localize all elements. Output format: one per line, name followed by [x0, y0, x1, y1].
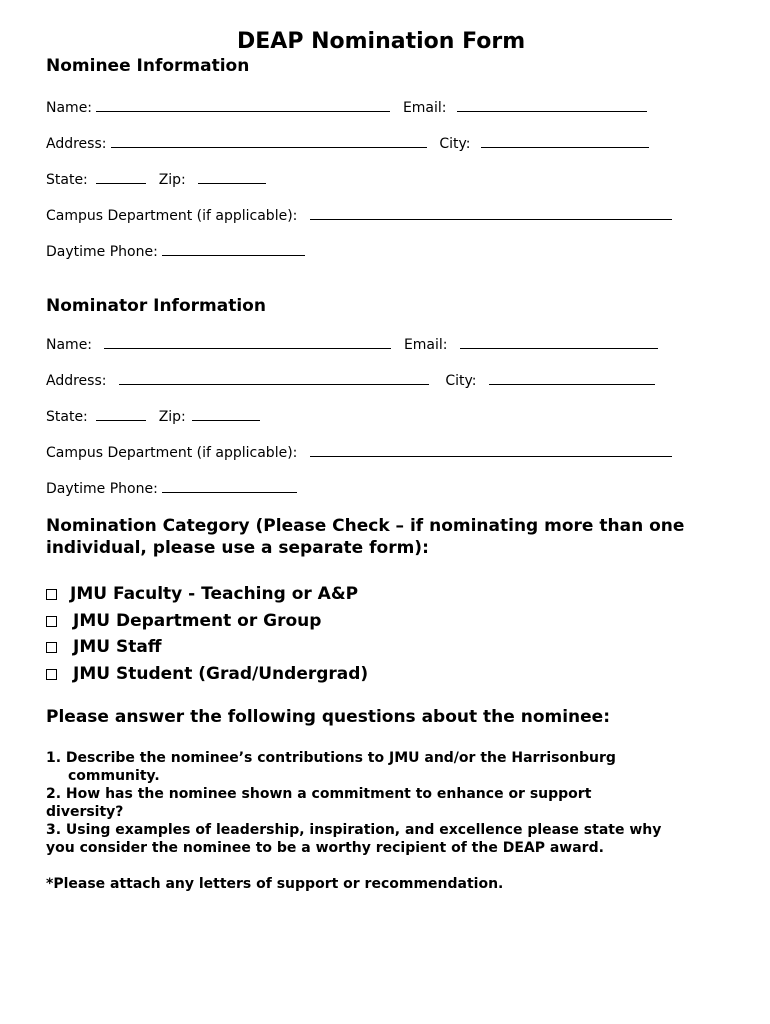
nominee-dept-row [46, 206, 672, 224]
page-title: DEAP Nomination Form [237, 29, 526, 54]
nominee-city-field[interactable] [481, 134, 649, 148]
nominator-zip-label: Zip: [158, 409, 186, 425]
nominee-phone-field[interactable] [162, 242, 305, 256]
question-1-line1: 1. Describe the nominee’s contributions to JMU and/or the Harrisonburg [46, 750, 616, 766]
nominator-email-label: Email: [403, 337, 448, 353]
question-2-line2: diversity? [46, 804, 124, 820]
category-option-department[interactable] [46, 611, 321, 631]
checkbox[interactable] [46, 669, 57, 680]
question-1-line2: community. [68, 768, 160, 784]
nominator-city-label: City: [445, 373, 477, 389]
nominator-phone-label: Daytime Phone: [46, 481, 158, 497]
nominee-state-row [46, 170, 266, 188]
category-option-staff[interactable] [46, 637, 162, 657]
nominator-state-label: State: [46, 409, 88, 425]
nominator-name-field[interactable] [104, 335, 391, 349]
nominee-zip-field[interactable] [198, 170, 266, 184]
nominee-dept-label: Campus Department (if applicable): [46, 208, 298, 224]
checkbox[interactable] [46, 642, 57, 653]
category-option-label: JMU Staff [73, 637, 162, 657]
nominee-zip-label: Zip: [158, 172, 186, 188]
nominator-address-label: Address: [46, 373, 107, 389]
nominator-address-field[interactable] [119, 371, 429, 385]
nominee-name-row [46, 98, 647, 116]
nominee-phone-label: Daytime Phone: [46, 244, 158, 260]
nominee-state-field[interactable] [96, 170, 146, 184]
checkbox[interactable] [46, 589, 57, 600]
nominee-name-label: Name: [46, 100, 93, 116]
nominee-heading: Nominee Information [46, 56, 250, 76]
category-option-label: JMU Student (Grad/Undergrad) [73, 664, 369, 684]
checkbox[interactable] [46, 616, 57, 627]
nominee-address-row [46, 134, 649, 152]
nominator-address-row [46, 371, 655, 389]
nominee-email-field[interactable] [457, 98, 647, 112]
nominator-phone-row [46, 479, 297, 497]
nominee-city-label: City: [439, 136, 471, 152]
questions-heading: Please answer the following questions about the nominee: [46, 707, 611, 727]
nominee-address-label: Address: [46, 136, 107, 152]
nominator-dept-row [46, 443, 672, 461]
nominator-city-field[interactable] [489, 371, 655, 385]
nominator-state-field[interactable] [96, 407, 146, 421]
nominator-dept-field[interactable] [310, 443, 672, 457]
nominee-address-field[interactable] [111, 134, 427, 148]
question-3-line2: you consider the nominee to be a worthy recipient of the DEAP award. [46, 840, 604, 856]
nominee-name-field[interactable] [96, 98, 390, 112]
nominator-zip-field[interactable] [192, 407, 260, 421]
nominator-phone-field[interactable] [162, 479, 297, 493]
question-2-line1: 2. How has the nominee shown a commitment to enhance or support [46, 786, 592, 802]
question-3-line1: 3. Using examples of leadership, inspiration, and excellence please state why [46, 822, 662, 838]
category-heading-line1: Nomination Category (Please Check – if nominating more than one [46, 516, 685, 536]
nominator-name-label: Name: [46, 337, 93, 353]
category-option-label: JMU Faculty - Teaching or A&P [70, 584, 359, 604]
category-heading-line2: individual, please use a separate form): [46, 538, 429, 558]
category-option-faculty[interactable] [46, 584, 358, 604]
attachment-note: *Please attach any letters of support or recommendation. [46, 876, 504, 892]
category-option-student[interactable] [46, 664, 368, 684]
nominee-dept-field[interactable] [310, 206, 672, 220]
nominator-state-row [46, 407, 260, 425]
nominator-name-row [46, 335, 658, 353]
category-option-label: JMU Department or Group [73, 611, 322, 631]
nominee-email-label: Email: [402, 100, 447, 116]
nominator-heading: Nominator Information [46, 296, 266, 316]
nominator-dept-label: Campus Department (if applicable): [46, 445, 298, 461]
nominator-email-field[interactable] [460, 335, 658, 349]
nominee-state-label: State: [46, 172, 88, 188]
nominee-phone-row [46, 242, 305, 260]
